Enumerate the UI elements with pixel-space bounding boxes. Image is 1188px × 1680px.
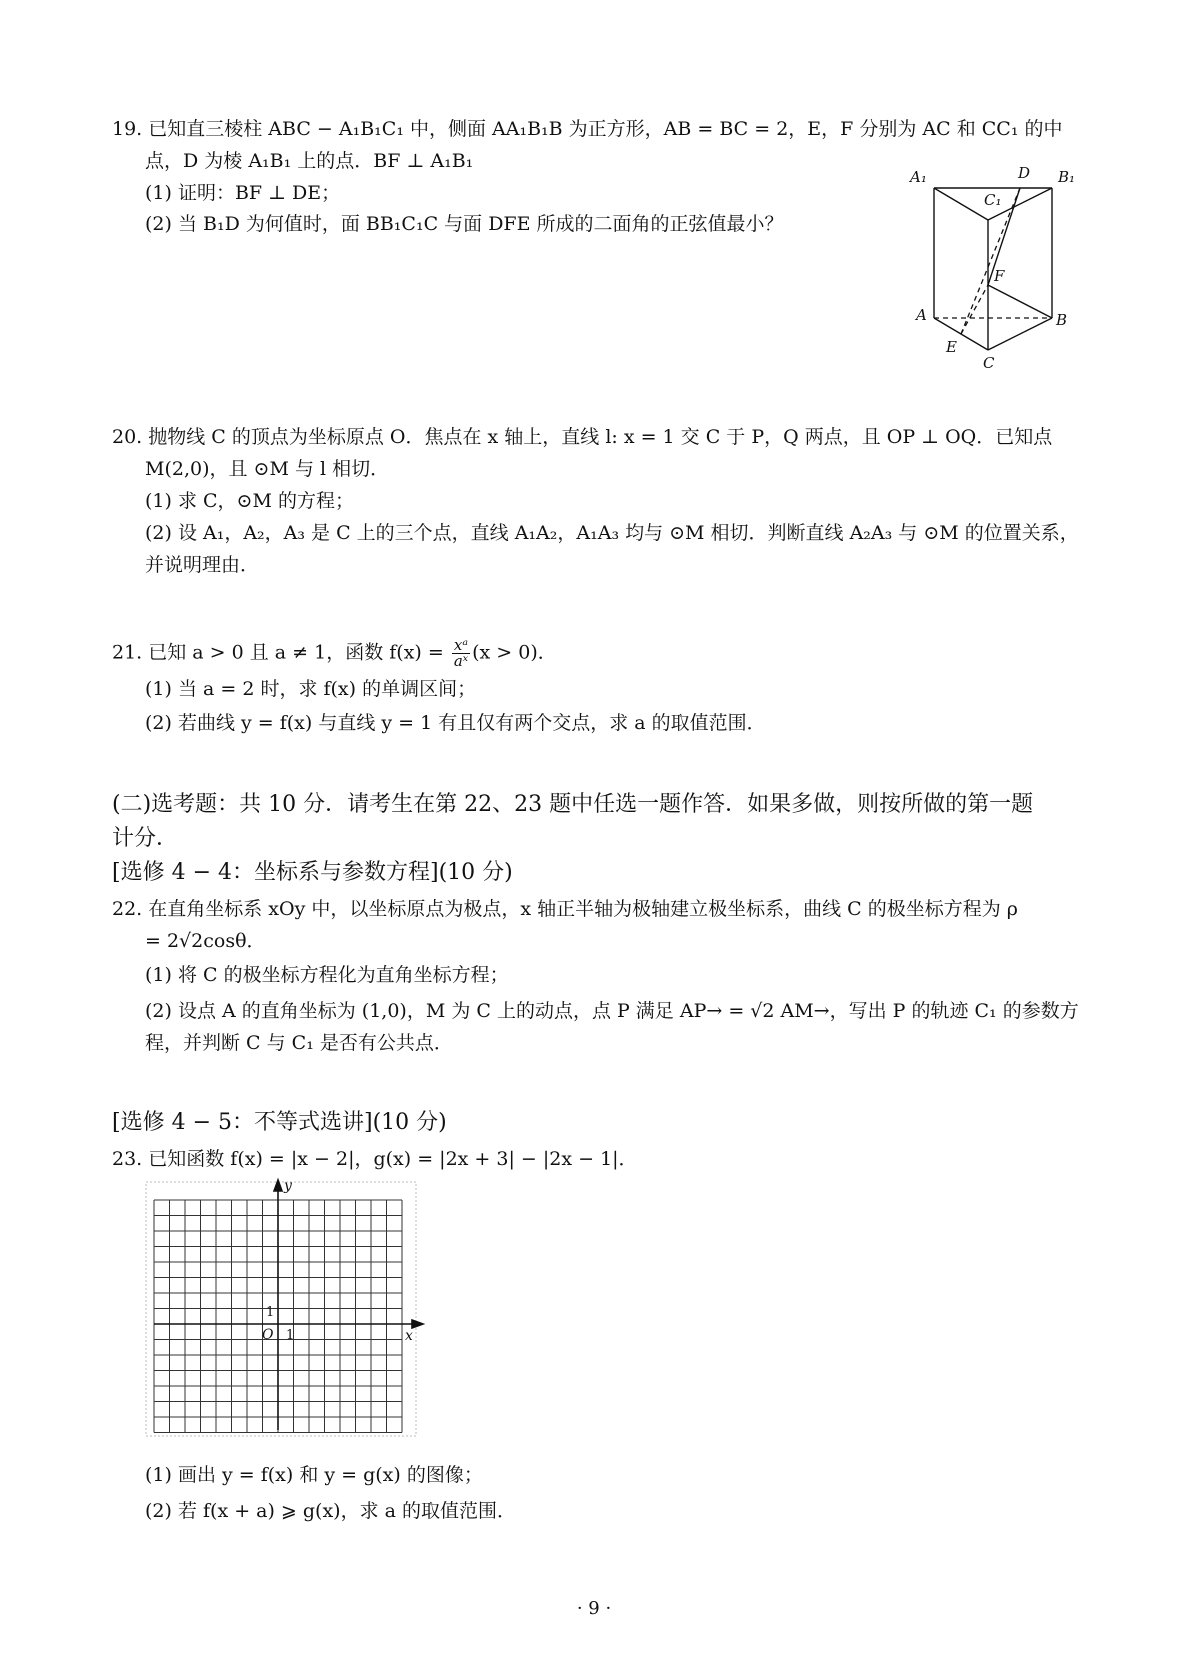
label-A1: A₁ [910,168,927,186]
x-axis-label: x [405,1328,413,1344]
prism-figure [900,160,1100,370]
label-B: B [1056,311,1068,329]
q19-line2: 点，D 为棱 A₁B₁ 上的点．BF ⊥ A₁B₁ [145,150,474,172]
q20-part2b: 并说明理由． [145,554,260,576]
q22-part2a: (2) 设点 A 的直角坐标为 (1,0)，M 为 C 上的动点，点 P 满足 AP→ = √2 AM→，写出 P 的轨迹 C₁ 的参数方 [145,1000,1079,1022]
q20-part1: (1) 求 C，⊙M 的方程； [145,490,354,512]
q21-numerator: xᵃ [452,638,470,654]
q23-heading: [选修 4 − 5：不等式选讲](10 分) [112,1110,447,1135]
q23-part2: (2) 若 f(x + a) ⩾ g(x)，求 a 的取值范围． [145,1500,517,1522]
q22-part2b: 程，并判断 C 与 C₁ 是否有公共点． [145,1032,453,1054]
q21-part2: (2) 若曲线 y = f(x) 与直线 y = 1 有且仅有两个交点，求 a 的取值范围． [145,712,766,734]
q21-pre: 21. 已知 a > 0 且 a ≠ 1，函数 f(x) = [112,641,450,664]
q22-heading: [选修 4 − 4：坐标系与参数方程](10 分) [112,860,513,885]
origin-label: O [262,1327,274,1343]
q23-line1: 23. 已知函数 f(x) = |x − 2|，g(x) = |2x + 3| − |2x − 1|． [112,1148,638,1170]
q20-line1: 20. 抛物线 C 的顶点为坐标原点 O．焦点在 x 轴上，直线 l: x = 1 交 C 于 P，Q 两点，且 OP ⊥ OQ．已知点 [112,426,1053,448]
label-A: A [916,306,927,324]
q19-line1: 19. 已知直三棱柱 ABC − A₁B₁C₁ 中，侧面 AA₁B₁B 为正方形，AB = BC = 2，E，F 分别为 AC 和 CC₁ 的中 [112,118,1063,140]
q22-line1: 22. 在直角坐标系 xOy 中，以坐标原点为极点，x 轴正半轴为极轴建立极坐标系，曲线 C 的极坐标方程为 ρ [112,898,1018,920]
q21-denominator: aˣ [453,652,469,670]
q22-line2: = 2√2cosθ． [145,930,266,952]
x-unit-label: 1 [286,1328,295,1343]
label-E: E [946,338,957,356]
q21-part1: (1) 当 a = 2 时，求 f(x) 的单调区间； [145,678,477,700]
page-number: · 9 · [576,1598,612,1619]
q20-part2a: (2) 设 A₁，A₂，A₃ 是 C 上的三个点，直线 A₁A₂，A₁A₃ 均与 ⊙M 相切．判断直线 A₂A₃ 与 ⊙M 的位置关系， [145,522,1079,544]
coordinate-grid [140,1176,430,1446]
section2-line2: 计分． [112,826,179,851]
q21-line1 [112,638,557,669]
q22-part1: (1) 将 C 的极坐标方程化为直角坐标方程； [145,964,509,986]
label-F: F [994,267,1005,285]
label-D: D [1018,164,1031,182]
label-B1: B₁ [1058,168,1076,186]
section2-line1: (二)选考题：共 10 分．请考生在第 22、23 题中任选一题作答．如果多做，则按所做的第一题 [112,792,1034,817]
label-C1: C₁ [984,191,1002,209]
y-axis-label: y [284,1178,292,1194]
q20-line2: M(2,0)，且 ⊙M 与 l 相切． [145,458,390,480]
q21-post: (x > 0)． [472,641,557,664]
q21-fraction [452,638,470,669]
y-unit-label: 1 [266,1305,275,1320]
label-C: C [983,354,995,370]
q19-part1: (1) 证明：BF ⊥ DE； [145,182,341,204]
q19-part2: (2) 当 B₁D 为何值时，面 BB₁C₁C 与面 DFE 所成的二面角的正弦值最小？ [145,213,784,235]
q23-part1: (1) 画出 y = f(x) 和 y = g(x) 的图像； [145,1464,483,1486]
